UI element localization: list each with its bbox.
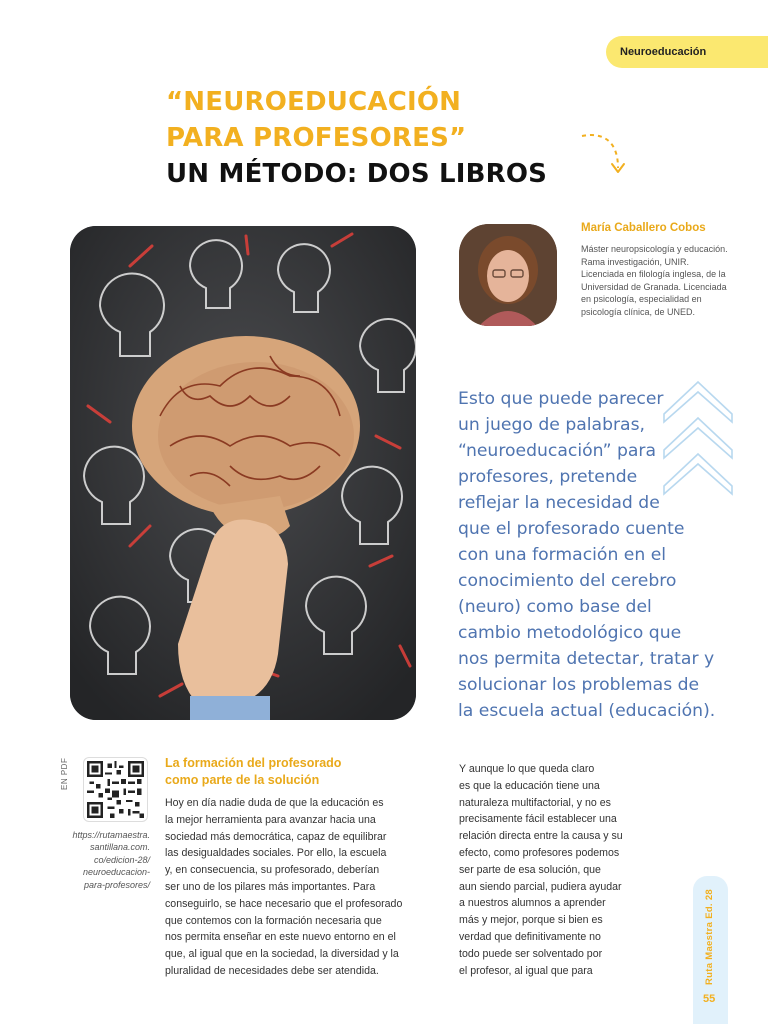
pull-quote-line: profesores, pretende [458, 467, 638, 487]
body-line: pluralidad de necesidades debe ser atendida. [165, 964, 379, 977]
pdf-link[interactable] [50, 829, 150, 891]
body-line: verdad que definitivamente no [459, 930, 601, 943]
dashed-arrow-icon [578, 126, 634, 182]
body-line: es que la educación tiene una [459, 779, 600, 792]
body-line: las desigualdades sociales. Por ello, la escuela [165, 847, 387, 860]
body-column-right [459, 761, 623, 979]
pull-quote-line: solucionar los problemas de [458, 675, 700, 695]
author-photo [459, 224, 557, 326]
subheading-line: como parte de la solución [165, 773, 320, 787]
pdf-label: EN PDF [60, 757, 69, 790]
body-line: el profesor, al igual que para [459, 964, 593, 977]
body-line: la mejor herramienta para avanzar hacia una [165, 813, 376, 826]
body-line: efecto, como profesores podemos [459, 846, 620, 859]
body-line: y, en consecuencia, su profesorado, deberían [165, 864, 380, 877]
subheading-line: La formación del profesorado [165, 756, 342, 770]
body-line: precisamente fácil establecer una [459, 813, 617, 826]
body-line: naturaleza multifactorial, y no es [459, 796, 611, 809]
body-line: aun siendo parcial, pudiera ayudar [459, 880, 622, 893]
brain-chalkboard-illustration [70, 226, 416, 720]
body-column-left [165, 795, 402, 980]
section-subheading [165, 755, 341, 789]
body-line: conseguirlo, se hace necesario que el profesorado [165, 897, 403, 910]
qr-code[interactable] [83, 757, 148, 822]
body-line: Hoy en día nadie duda de que la educación es [165, 797, 384, 809]
page-number: 55 [703, 993, 716, 1005]
pull-quote [458, 386, 748, 724]
pull-quote-line: cambio metodológico que [458, 623, 682, 643]
pull-quote-line: conocimiento del cerebro [458, 571, 677, 591]
title-line-3: UN MÉTODO: DOS LIBROS [166, 159, 548, 189]
author-bio: Máster neuropsicología y educación. Rama investigación, UNIR. Licenciada en filología inglesa, de la Universidad de Granada. Licenciada en psicología, especialidad en psicología clínica, de UNED. [581, 244, 728, 317]
section-tab: Neuroeducación [606, 36, 768, 68]
body-line: más y mejor, porque si bien es [459, 914, 603, 927]
body-line: que contemos con la formación necesaria que [165, 914, 382, 927]
pdf-link-line: co/edicion-28/ [93, 854, 150, 865]
body-line: a nuestros alumnos a aprender [459, 897, 606, 910]
body-line: que, al igual que en la sociedad, la diversidad y la [165, 948, 399, 961]
pull-quote-line: que el profesorado cuente [458, 519, 685, 539]
body-line: Y aunque lo que queda claro [459, 763, 595, 775]
pull-quote-line: un juego de palabras, [458, 415, 646, 435]
pull-quote-line: (neuro) como base del [458, 597, 652, 617]
pull-quote-line: reflejar la necesidad de [458, 493, 660, 513]
pull-quote-line: la escuela actual (educación). [458, 701, 716, 721]
hero-image [70, 226, 416, 720]
body-line: relación directa entre la causa y su [459, 830, 623, 843]
body-line: ser parte de esa solución, que [459, 863, 601, 876]
pull-quote-line: nos permita detectar, tratar y [458, 649, 715, 669]
body-line: nos permita enseñar en este nuevo entorno en el [165, 931, 396, 944]
author-name: María Caballero Cobos [581, 222, 706, 234]
pull-quote-line: “neuroeducación” para [458, 441, 656, 461]
body-line: ser uno de los pilares más importantes. Para [165, 880, 376, 893]
pdf-link-line: santillana.com. [89, 842, 150, 853]
pdf-link-line: https://rutamaestra. [72, 830, 150, 840]
qr-code-icon [87, 761, 144, 818]
title-line-2: PARA PROFESORES” [166, 123, 467, 153]
pdf-link-line: neuroeducacion- [82, 867, 150, 878]
title-line-1: “NEUROEDUCACIÓN [166, 87, 462, 117]
pull-quote-line: con una formación en el [458, 545, 667, 565]
article-title [166, 84, 547, 192]
body-line: todo puede ser solventado por [459, 947, 603, 960]
body-line: sociedad más democrática, capaz de equilibrar [165, 830, 387, 843]
magazine-edition-label: Ruta Maestra Ed. 28 [704, 889, 715, 985]
pdf-link-line: para-profesores/ [83, 879, 150, 890]
pull-quote-line: Esto que puede parecer [458, 389, 664, 409]
